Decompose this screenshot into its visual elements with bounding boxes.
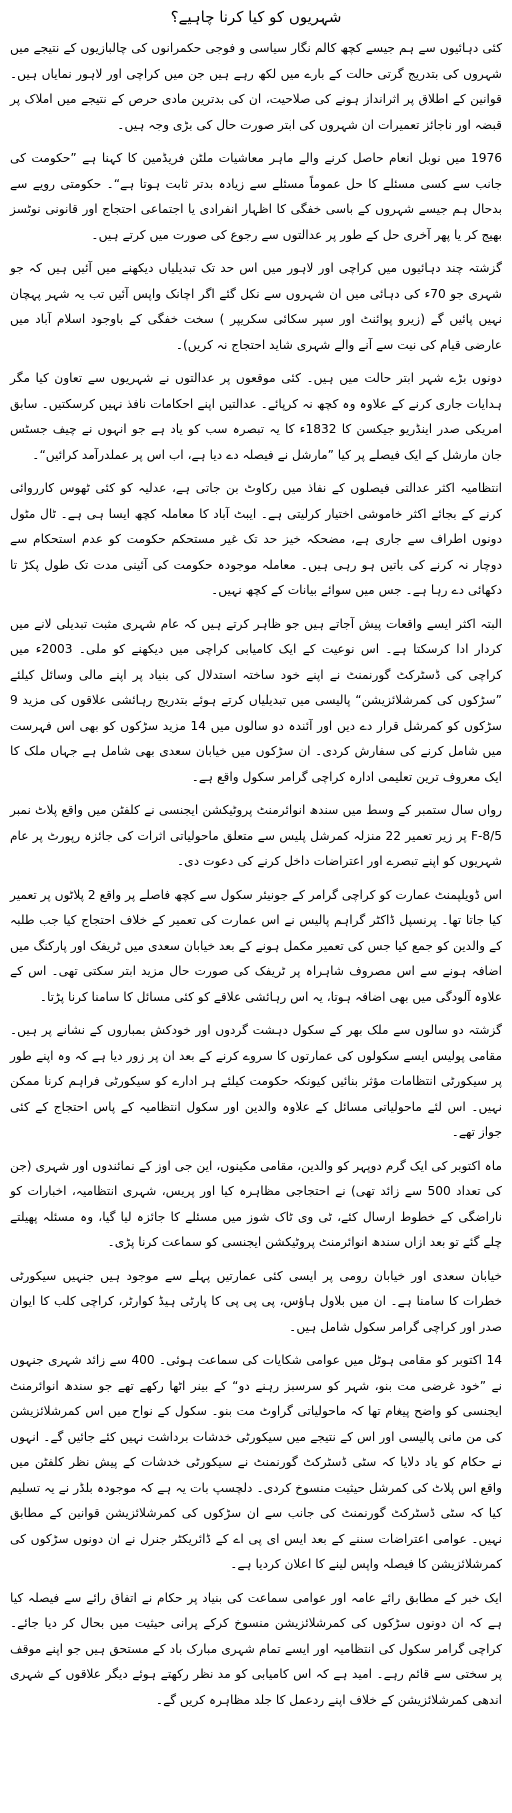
paragraph-5: انتظامیہ اکثر عدالتی فیصلوں کے نفاذ میں رکاوٹ بن جاتی ہے، عدلیہ کو کئی ٹھوس کارروائی کرنے کے بجائے اکثر خاموشی اختیار کرلیتی ہے۔ ایبٹ آباد کا معاملہ کچھ ایسا ہی ہے۔ ٹال مٹول دونوں اطراف سے جاری ہے، مضحکہ خیز حد تک غیر مستحکم حکومت کو عدم استحکام سے دوچار نہ کرنے کی باتیں ہو رہی ہیں۔ معاملہ موجودہ حکومت کی آئینی مدت تک طول پکڑ تا دکھائی دے رہا ہے۔ جس میں سوائے بیانات کے کچھ نہیں۔	[10, 481, 502, 597]
paragraph-10: ماہ اکتوبر کی ایک گرم دوپہر کو والدین، مقامی مکینوں، این جی اوز کے نمائندوں اور شہری (جن کی تعداد 500 سے زائد تھی) نے احتجاجی مظاہرہ کیا اور پریس، شہری انتظامیہ، اخبارات کو ناراضگی کے خطوط ارسال کئے، ٹی وی ٹاک شوز میں مسئلے کا جائزہ لیا گیا، وہ مسئلہ پھیلتے چلے گئے تو بعد ازاں سندھ انوائرمنٹ پروٹیکشن ایجنسی کو سماعت کرنا پڑی۔	[10, 1158, 502, 1249]
paragraph-6: البتہ اکثر ایسے واقعات پیش آجاتے ہیں جو ظاہر کرتے ہیں کہ عام شہری مثبت تبدیلی لانے میں کردار ادا کرسکتا ہے۔ اس نوعیت کے ایک کامیابی کراچی میں دیکھنے کو ملی۔ 2003ء میں کراچی کی ڈسٹرکٹ گورنمنٹ نے اپنے خود ساختہ استدلال کی بنیاد پر اپنے مالی وسائل کیلئے ”سڑکوں کی کمرشلائزیشن“ پالیسی میں تبدیلیاں کرتے ہوئے بتدریج رہائشی علاقوں کی مزید 9 سڑکوں کو کمرشل قرار دے دیں اور آئندہ دو سالوں میں 14 مزید سڑکوں کو بھی اس فہرست میں شامل کرنے کی سفارش کردی۔ ان سڑکوں میں خیابان سعدی بھی شامل ہے جہاں ملک کا ایک معروف ترین تعلیمی ادارہ کراچی گرامر سکول واقع ہے۔	[10, 616, 503, 784]
paragraph-8: اس ڈویلپمنٹ عمارت کو کراچی گرامر کے جونیئر سکول سے کچھ فاصلے پر واقع 2 پلاٹوں پر تعمیر کیا جاتا تھا۔ پرنسپل ڈاکٹر گراہم پالیس نے اس عمارت کی تعمیر کے خلاف احتجاج کیا جب طلبہ کے والدین کو جمع کیا جس کی تعمیر مکمل ہونے کے بعد خیابان سعدی میں ٹریفک اور پارکنگ میں اضافہ ہونے سے اس مصروف شاہراہ پر ٹریفک کی صورت حال مزید ابتر سکتی تھی۔ اس کے علاوہ آلودگی میں بھی اضافہ ہوتا، یہ اس رہائشی علاقے کو کئی مسائل کا سامنا کرنا پڑتا۔	[10, 887, 502, 1004]
paragraph-12: 14 اکتوبر کو مقامی ہوٹل میں عوامی شکایات کی سماعت ہوئی۔ 400 سے زائد شہری جنہوں نے ”خود غرضی مت بنو، شہر کو سرسبز رہنے دو“ کے بینر اٹھا رکھے تھے جو سندھ انوائرمنٹ ایجنسی کو واضح پیغام تھا کہ ماحولیاتی گراوٹ مت بنو۔ سکول کے نواح میں اس کمرشلائزیشن کی من مانی پالیسی اور اس کے نتیجے میں سیکورٹی خدشات برداشت نہیں کئے جائیں گے۔ انہوں نے حکام کو یاد دلایا کہ سٹی ڈسٹرکٹ گورنمنٹ نے سیکورٹی خدشات کے پیش نظر کلفٹن میں واقع اس پلاٹ کی کمرشل حیثیت منسوخ کردی۔ دلچسپ بات یہ ہے کہ موجودہ بلڈر نے یہ تسلیم کیا کہ سٹی ڈسٹرکٹ گورنمنٹ کی جانب سے ان سڑکوں کی کمرشلائزیشن قوانین کے مطابق نہیں۔ عوامی اعتراضات سننے کے بعد ایس ای پی اے کے ڈائریکٹر جنرل نے ان دونوں سڑکوں کی کمرشلائزیشن کا فیصلہ واپس لینے کا اعلان کردیا ہے۔	[10, 1353, 502, 1571]
paragraph-9: گزشتہ دو سالوں سے ملک بھر کے سکول دہشت گردوں اور خودکش بمباروں کے نشانے پر ہیں۔ مقامی پولیس ایسے سکولوں کی عمارتوں کا سروے کرنے کے بعد ان پر زور دیا ہے کہ وہ اپنے طور پر سیکورٹی انتظامات مؤثر بنائیں کیونکہ حکومت کیلئے ہر ادارے کو سیکورٹی فراہم کرنا ممکن نہیں۔ اس لئے ماحولیاتی مسائل کے علاوہ والدین اور سکول انتظامیہ کے پاس احتجاج کے کئی جواز تھے۔	[10, 1023, 502, 1139]
paragraph-3: گزشتہ چند دہائیوں میں کراچی اور لاہور میں اس حد تک تبدیلیاں دیکھنے میں آئیں ہیں کہ جو شہری جو 70ء کی دہائی میں ان شہروں سے نکل گئے اگر اچانک واپس آئیں تب یہ شہر پہچان نہیں پائیں گے (زیرو پوائنٹ اور سپر سکائی سکریپر ) سخت خفگی کے باوجود اسلام آباد میں عارضی قیام کی نیت سے آنے والے شہری شاید احتجاج نہ کریں)۔	[10, 261, 502, 352]
paragraph-7: رواں سال ستمبر کے وسط میں سندھ انوائرمنٹ پروٹیکشن ایجنسی نے کلفٹن میں واقع پلاٹ نمبر F-8/5 پر زیر تعمیر 22 منزلہ کمرشل پلیس سے متعلق ماحولیاتی اثرات کی جائزہ رپورٹ پر عام شہریوں کو اپنے تبصرے اور اعتراضات داخل کرنے کی دعوت دی۔	[10, 803, 502, 868]
paragraph-2: 1976 میں نوبل انعام حاصل کرنے والے ماہر معاشیات ملٹن فریڈمین کا کہنا ہے ”حکومت کی جانب سے کسی مسئلے کا حل عموماً مسئلے سے زیادہ بدتر ثابت ہوتا ہے“۔ حکومتی رویے سے بدحال ہم جیسے شہروں کے باسی خفگی کا اظہار انفرادی یا اجتماعی احتجاج اور قانونی نوٹسز بھیج کر یا پھر آخری حل کے طور پر عدالتوں سے رجوع کی صورت میں کرتے ہیں۔	[10, 151, 502, 242]
paragraph-13: ایک خبر کے مطابق رائے عامہ اور عوامی سماعت کی بنیاد پر حکام نے اتفاق رائے سے فیصلہ کیا ہے کہ ان دونوں سڑکوں کی کمرشلائزیشن منسوخ کرکے پرانی حیثیت میں بحال کر دیا جائے۔ کراچی گرامر سکول کی انتظامیہ اور ایسے تمام شہری مبارک باد کے مستحق ہیں جو اپنے موقف پر سختی سے قائم رہے۔ امید ہے کہ اس کامیابی کو مد نظر رکھتے ہوئے دیگر علاقوں کے شہری اندھی کمرشلائزیشن کے خلاف اپنے ردعمل کا جلد مظاہرہ کریں گے۔	[10, 1590, 502, 1707]
article-title: شہریوں کو کیا کرنا چاہیے؟	[170, 8, 342, 26]
paragraph-1: کئی دہائیوں سے ہم جیسے کچھ کالم نگار سیاسی و فوجی حکمرانوں کی چالبازیوں کے نتیجے میں شہروں کی بتدریج گرتی حالت کے بارے میں لکھ رہے ہیں جن میں کراچی اور لاہور نمایاں ہیں۔ قوانین کے اطلاق پر اثرانداز ہونے کی صلاحیت، ان کی بدترین مادی حرص کے نتیجے میں املاک پر قبضہ اور ناجائز تعمیرات ان شہروں کی ابتر صورت حال کی بڑی وجہ ہیں۔	[10, 41, 502, 132]
paragraph-11: خیابان سعدی اور خیابان رومی پر ایسی کئی عمارتیں پہلے سے موجود ہیں جنہیں سیکورٹی خطرات کا سامنا ہے۔ ان میں بلاول ہاؤس، پی پی پی کا پارٹی ہیڈ کوارٹر، کراچی کلب کا ایوان صدر اور کراچی گرامر سکول شامل ہیں۔	[10, 1268, 502, 1334]
paragraph-4: دونوں بڑے شہر ابتر حالت میں ہیں۔ کئی موقعوں پر عدالتوں نے شہریوں سے تعاون کیا مگر ہدایات جاری کرنے کے علاوہ وہ کچھ نہ کرپائے۔ عدالتیں اپنے احکامات نافذ نہیں کرسکتیں۔ سابق امریکی صدر اینڈریو جیکسن کا 1832ء کا یہ تبصرہ سب کو یاد ہے جو انہوں نے چیف جسٹس جان مارشل کے ایک فیصلے پر کیا ”مارشل نے فیصلہ دے دیا ہے، اب اس پر عملدرآمد کرائیں“۔	[10, 371, 502, 462]
